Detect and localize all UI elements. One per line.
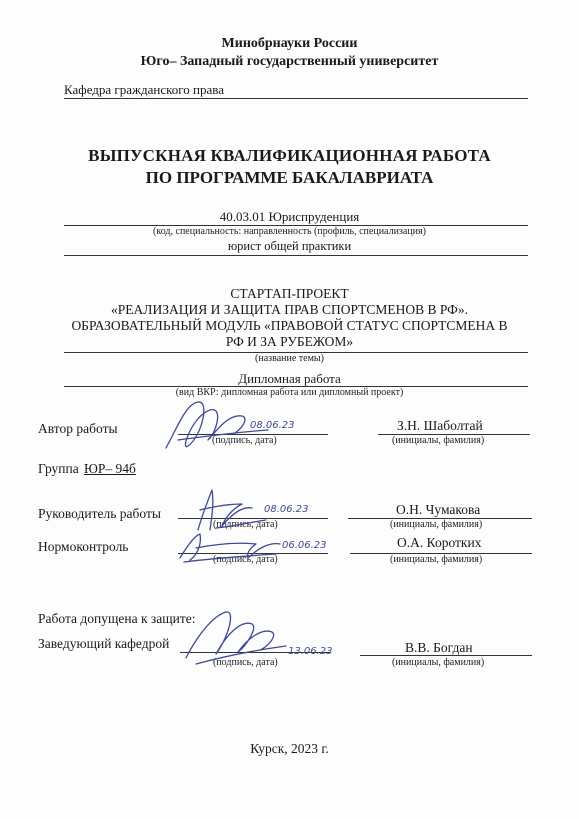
profile-underline: [64, 255, 528, 256]
head-name-line: [360, 655, 532, 656]
author-signature: [158, 396, 328, 456]
head-name-caption: (инициалы, фамилия): [392, 657, 485, 668]
head-name: В.В. Богдан: [405, 640, 473, 655]
author-label: Автор работы: [38, 421, 118, 436]
work-kind: Дипломная работа: [238, 371, 341, 386]
specialty-code: 40.03.01 Юриспруденция: [219, 209, 360, 224]
document-title-line1: ВЫПУСКНАЯ КВАЛИФИКАЦИОННАЯ РАБОТА: [88, 146, 491, 165]
work-kind-caption: (вид ВКР: дипломная работа или дипломный проект): [175, 387, 404, 398]
normcontrol-name: О.А. Коротких: [397, 535, 482, 550]
normcontrol-name-caption: (инициалы, фамилия): [390, 554, 483, 565]
group-value: ЮР– 94б: [84, 461, 136, 476]
author-signature-caption: (подпись, дата): [212, 435, 277, 446]
author-signature-date: 08.06.23: [250, 420, 295, 431]
supervisor-name: О.Н. Чумакова: [396, 502, 481, 517]
theme-line1: СТАРТАП-ПРОЕКТ: [230, 286, 349, 301]
department-underline: [64, 98, 528, 99]
group-label: Группа: [38, 461, 79, 476]
department-name: Кафедра гражданского права: [64, 82, 224, 97]
theme-caption: (название темы): [255, 353, 324, 364]
admission-text: Работа допущена к защите:: [38, 611, 196, 626]
supervisor-signature-date: 08.06.23: [264, 504, 309, 515]
ministry-name: Минобрнауки России: [221, 36, 358, 51]
specialty-caption: (код, специальность: направленность (профиль, специализация): [153, 226, 426, 237]
head-signature-caption: (подпись, дата): [213, 657, 278, 668]
supervisor-label: Руководитель работы: [38, 506, 161, 521]
normcontrol-label: Нормоконтроль: [38, 539, 129, 554]
place-year: Курск, 2023 г.: [250, 741, 329, 756]
document-title-line2: ПО ПРОГРАММЕ БАКАЛАВРИАТА: [145, 168, 434, 187]
supervisor-signature-caption: (подпись, дата): [213, 519, 278, 530]
normcontrol-signature: [176, 528, 346, 568]
head-signature: [176, 598, 346, 678]
university-name: Юго– Западный государственный университет: [140, 54, 439, 69]
specialty-profile: юрист общей практики: [227, 239, 352, 253]
theme-line4: РФ И ЗА РУБЕЖОМ»: [225, 334, 354, 349]
normcontrol-signature-date: 06.06.23: [282, 540, 327, 551]
theme-line3: ОБРАЗОВАТЕЛЬНЫЙ МОДУЛЬ «ПРАВОВОЙ СТАТУС СПОРТСМЕНА В: [71, 318, 508, 333]
normcontrol-signature-caption: (подпись, дата): [213, 554, 278, 565]
head-label: Заведующий кафедрой: [38, 636, 170, 651]
author-name: З.Н. Шаболтай: [397, 418, 483, 433]
author-name-caption: (инициалы, фамилия): [392, 435, 485, 446]
head-signature-date: 13.06.23: [288, 646, 333, 657]
theme-line2: «РЕАЛИЗАЦИЯ И ЗАЩИТА ПРАВ СПОРТСМЕНОВ В РФ».: [111, 302, 468, 317]
supervisor-name-caption: (инициалы, фамилия): [390, 519, 483, 530]
